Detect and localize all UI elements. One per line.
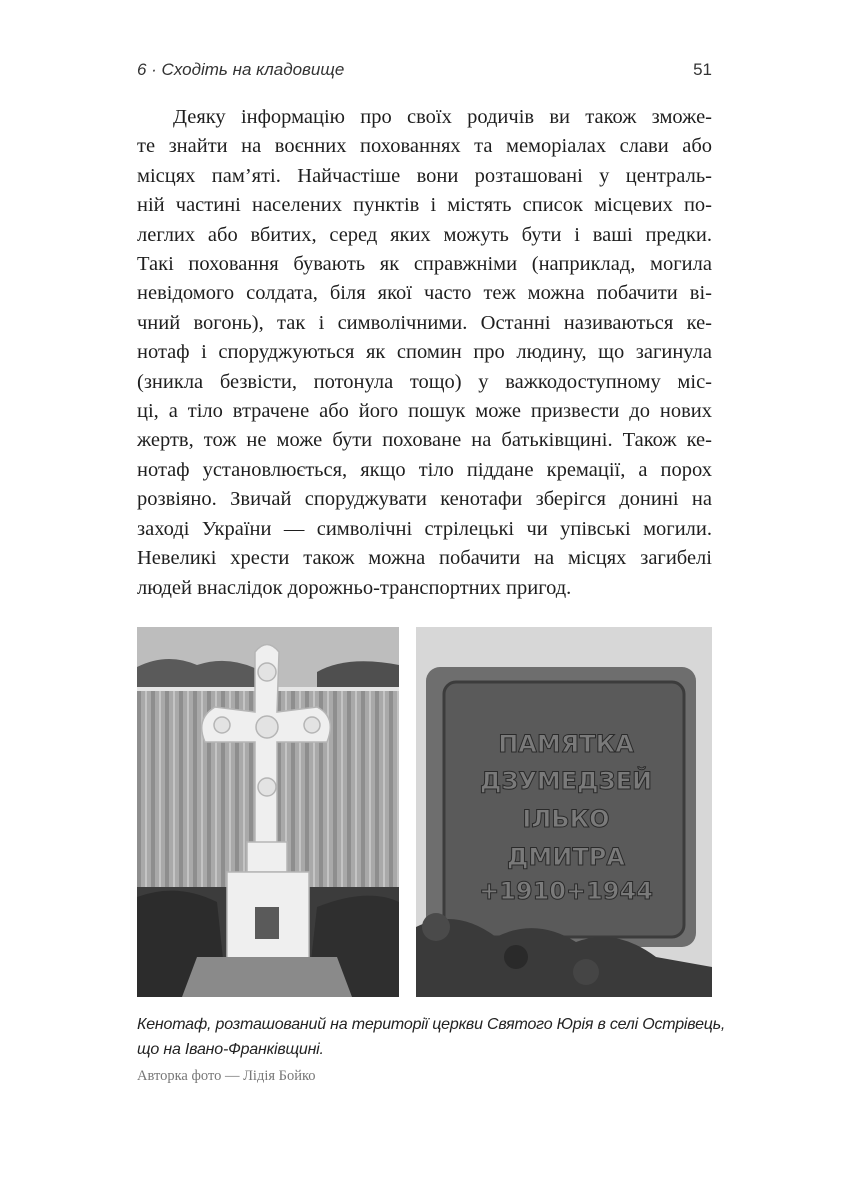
cross-photo	[137, 627, 399, 997]
text-line: леглих або вбитих, серед яких можуть бути і ваші предки.	[137, 223, 712, 246]
text-line: (зникла безвісти, потонула тощо) у важкодоступному міс-	[137, 370, 712, 393]
plaque-line: +1910+1944	[479, 877, 653, 905]
page-number: 51	[693, 60, 712, 79]
plaque-line: ДЗУМЕДЗЕЙ	[479, 767, 653, 795]
figure-caption-block	[137, 1012, 837, 1086]
text-line: Такі поховання бувають як справжніми (наприклад, могила	[137, 253, 712, 276]
text-line: ці, а тіло втрачене або його пошук може призвести до нових	[137, 400, 712, 423]
text-line: заході України — символічні стрілецькі чи упівські могили.	[137, 517, 712, 540]
text-line: те знайти на воєнних похованнях та меморіалах слави або	[137, 135, 712, 158]
text-line: місцях пам’яті. Найчастіше вони розташовані у централь-	[137, 164, 712, 187]
text-line: нотаф і споруджуються як спомин про людину, що загинула	[137, 341, 712, 364]
caption-line: Кенотаф, розташований на території церкви Святого Юрія в селі Острівець,	[137, 1016, 726, 1033]
text-line: Невеликі хрести також можна побачити на місцях загибелі	[137, 547, 712, 570]
text-line: жертв, тож не може бути поховане на батьківщині. Також ке-	[137, 429, 712, 452]
text-line: ній частині населених пунктів і містять список місцевих по-	[137, 194, 712, 217]
plaque-photo	[416, 627, 712, 997]
text-line: нотаф установлюється, якщо тіло піддане кремації, а порох	[137, 458, 712, 481]
body-paragraph	[137, 103, 712, 603]
plaque-line: ДМИТРА	[507, 843, 625, 871]
text-line: невідомого солдата, біля якої часто теж можна побачити ві-	[137, 282, 712, 305]
text-line: чний вогонь), так і символічними. Останні називаються ке-	[137, 311, 712, 334]
text-line: розвіяно. Звичай споруджувати кенотафи зберігся донині на	[137, 488, 712, 511]
plaque-line: ІЛЬКО	[522, 805, 610, 833]
text-line: Деяку інформацію про своїх родичів ви також зможе-	[173, 106, 712, 128]
caption-line: що на Івано-Франківщині.	[137, 1041, 324, 1058]
running-head: 6 · Сходіть на кладовище	[137, 60, 345, 79]
text-line: людей внаслідок дорожньо-транспортних пригод.	[137, 576, 572, 599]
figure-caption	[137, 1012, 837, 1062]
plaque-line: ПАМЯТКА	[498, 730, 634, 758]
photo-credit: Авторка фото — Лідія Бойко	[137, 1068, 316, 1084]
